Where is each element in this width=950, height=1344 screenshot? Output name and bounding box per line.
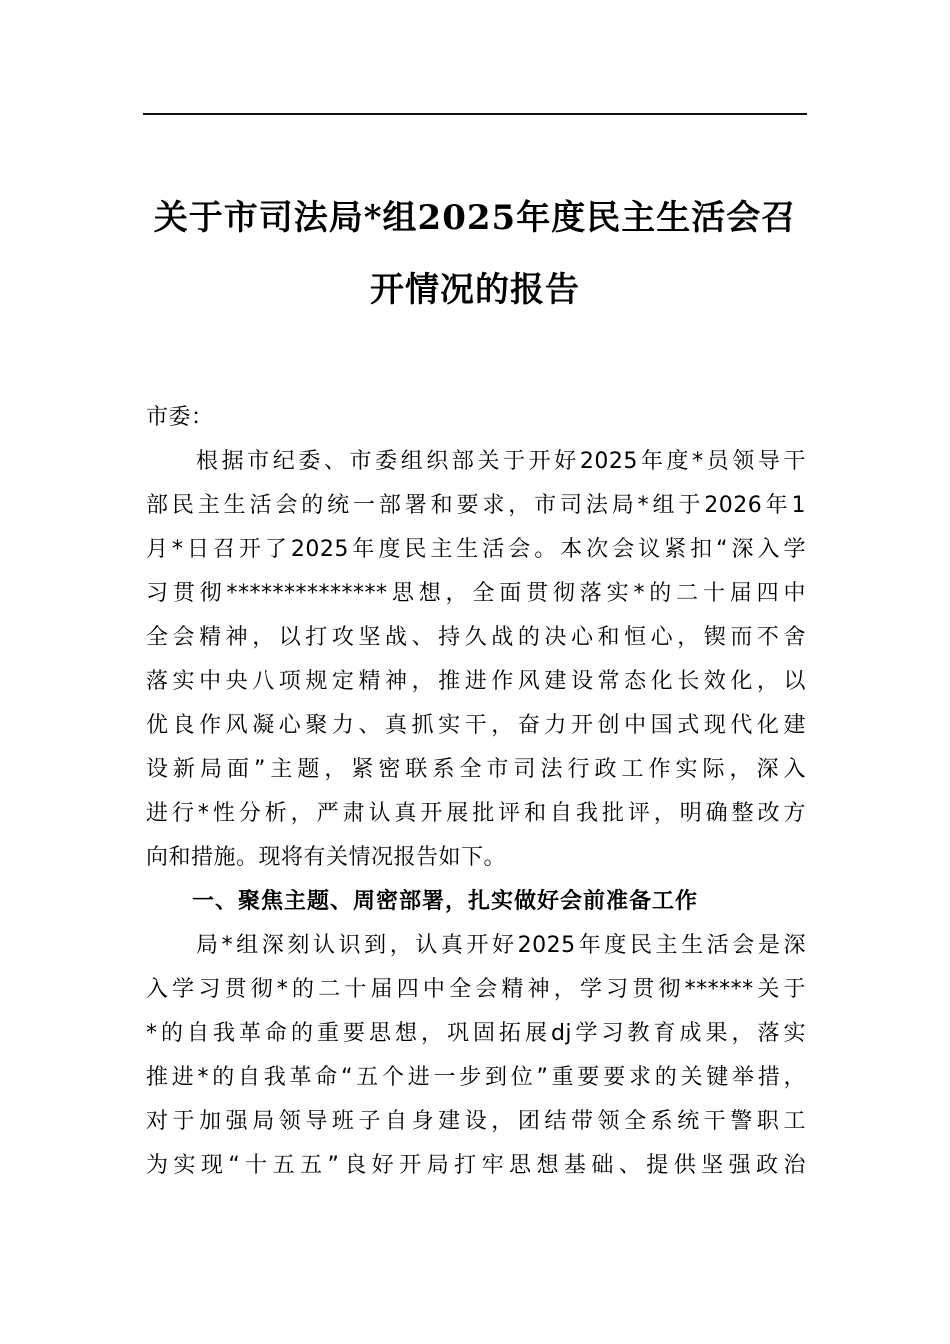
paragraph-line: 入学习贯彻*的二十届四中全会精神，学习贯彻******关于 (146, 977, 806, 1002)
paragraph-line: 局*组深刻认识到，认真开好2025年度民主生活会是深 (196, 933, 806, 958)
paragraph-line: 习贯彻**************思想，全面贯彻落实*的二十届四中 (146, 581, 806, 606)
paragraph-line: 全会精神，以打攻坚战、持久战的决心和恒心，锲而不舍 (146, 625, 806, 650)
section-heading: 一、聚焦主题、周密部署，扎实做好会前准备工作 (192, 889, 699, 914)
paragraph-line: 部民主生活会的统一部署和要求，市司法局*组于2026年1 (146, 493, 806, 518)
paragraph-line: 落实中央八项规定精神，推进作风建设常态化长效化，以 (146, 669, 806, 694)
salutation: 市委： (146, 405, 214, 430)
paragraph-line: 进行*性分析，严肃认真开展批评和自我批评，明确整改方 (146, 801, 806, 826)
paragraph-line: 为实现“十五五”良好开局打牢思想基础、提供坚强政治 (146, 1153, 806, 1178)
paragraph-line: 推进*的自我革命“五个进一步到位”重要要求的关键举措， (146, 1065, 806, 1090)
paragraph-line: *的自我革命的重要思想，巩固拓展dj学习教育成果，落实 (146, 1021, 806, 1046)
header-rule (143, 113, 807, 115)
paragraph-line: 设新局面”主题，紧密联系全市司法行政工作实际，深入 (146, 757, 806, 782)
paragraph-line: 对于加强局领导班子自身建设，团结带领全系统干警职工 (146, 1109, 806, 1134)
paragraph-line: 优良作风凝心聚力、真抓实干，奋力开创中国式现代化建 (146, 713, 806, 738)
paragraph-line: 根据市纪委、市委组织部关于开好2025年度*员领导干 (196, 449, 806, 474)
paragraph-line: 向和措施。现将有关情况报告如下。 (146, 845, 507, 870)
document-title-line-2: 开情况的报告 (370, 270, 580, 310)
paragraph-line: 月*日召开了2025年度民主生活会。本次会议紧扣“深入学 (146, 537, 806, 562)
document-title-line-1: 关于市司法局*组2025年度民主生活会召 (153, 198, 797, 238)
